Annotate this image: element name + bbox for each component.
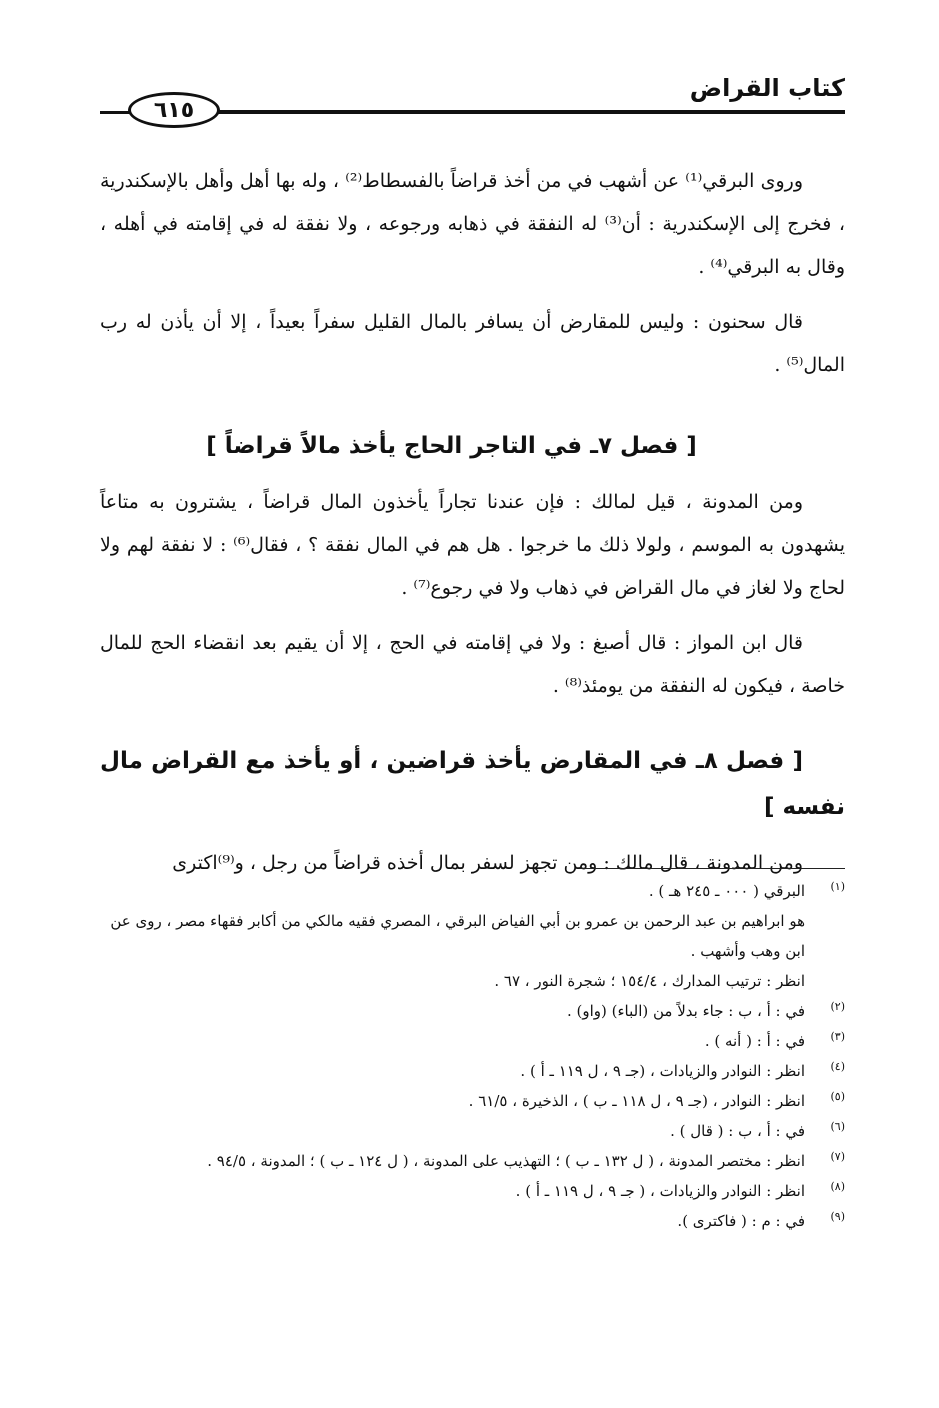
paragraph-4: قال ابن المواز : قال أصبغ : ولا في إقامته في الحج ، إلا أن يقيم بعد انقضاء الحج للمال خاصة ، فيكون له النفقة من يومئذ⁽⁸⁾ . <box>100 632 845 697</box>
footnote-1-refs <box>100 966 845 996</box>
footnote-text: انظر : ترتيب المدارك ، ١٥٤/٤ ؛ شجرة النور ، ٦٧ . <box>494 972 805 990</box>
footnote-marker: (٧) <box>830 1150 845 1163</box>
header-rule-tail <box>100 111 130 114</box>
footnote-marker: (٥) <box>830 1090 845 1103</box>
footnote-text: انظر : النوادر والزيادات ، (جـ ٩ ، ل ١١٩ ـ أ ) . <box>520 1062 805 1080</box>
footnote-text: في : أ : ( أنه ) . <box>704 1032 805 1050</box>
footnote-7 <box>100 1146 845 1176</box>
footnote-marker: (٨) <box>830 1180 845 1193</box>
section-heading-8: [ فصل ٨ـ في المقارض يأخذ قراضين ، أو يأخذ مع القراض مال نفسه ] <box>100 748 845 820</box>
footnote-text: انظر : النوادر ، (جـ ٩ ، ل ١١٨ ـ ب ) ، الذخيرة ، ٦١/٥ . <box>468 1092 805 1110</box>
footnotes-separator <box>580 868 845 869</box>
footnote-text: انظر : مختصر المدونة ، ( ل ١٣٢ ـ ب ) ؛ التهذيب على المدونة ، ( ل ١٢٤ ـ ب ) ؛ المدونة ، ٩٤/٥ . <box>207 1152 805 1170</box>
footnote-5 <box>100 1086 845 1116</box>
footnote-marker: (٢) <box>830 1000 845 1013</box>
header-rule <box>195 110 845 114</box>
footnotes <box>100 876 845 1236</box>
paragraph-2: قال سحنون : وليس للمقارض أن يسافر بالمال القليل سفراً بعيداً ، إلا أن يأذن له رب المال⁽⁵⁾ . <box>100 311 845 376</box>
footnote-text: في : أ ، ب : جاء بدلاً من (الباء) (واو) . <box>566 1002 805 1020</box>
footnote-marker <box>805 966 845 996</box>
footnote-marker: (٣) <box>830 1030 845 1043</box>
page-number: ٦١٥ <box>128 92 220 128</box>
footnote-text: البرقي ( ٠٠٠ ـ ٢٤٥ هـ ) . <box>648 882 805 900</box>
footnote-6 <box>100 1116 845 1146</box>
book-title: كتاب القراض <box>689 74 845 102</box>
footnote-marker <box>805 906 845 966</box>
footnote-2 <box>100 996 845 1026</box>
paragraph-1: وروى البرقي⁽¹⁾ عن أشهب في من أخذ قراضاً بالفسطاط⁽²⁾ ، وله بها أهل وأهل بالإسكندرية ، فخرج إلى الإسكندرية : أن⁽³⁾ له النفقة في ذهابه ورجوعه ، ولا نفقة له في إقامته في أهله ، وقال به البرقي⁽⁴⁾ . <box>100 170 845 278</box>
footnote-text: في : أ ، ب : ( قال ) . <box>670 1122 805 1140</box>
running-header <box>100 68 845 128</box>
footnote-marker: (١) <box>830 880 845 893</box>
footnote-4 <box>100 1056 845 1086</box>
footnote-text: هو ابراهيم بن عبد الرحمن بن عمرو بن أبي الفياض البرقي ، المصري فقيه مالكي من أكابر فقهاء مصر ، روى عن ابن وهب وأشهب . <box>110 912 805 960</box>
footnote-8 <box>100 1176 845 1206</box>
section-heading-7: [ فصل ٧ـ في التاجر الحاج يأخذ مالاً قراضاً ] <box>206 433 697 459</box>
paragraph-5: ومن المدونة ، قال مالك : ومن تجهز لسفر بمال أخذه قراضاً من رجل ، و⁽⁹⁾اكترى <box>172 852 803 874</box>
footnote-text: في : م : ( فاكترى ). <box>677 1212 805 1230</box>
footnote-text: انظر : النوادر والزيادات ، ( جـ ٩ ، ل ١١٩ ـ أ ) . <box>515 1182 805 1200</box>
footnote-marker: (٦) <box>830 1120 845 1133</box>
paragraph-3: ومن المدونة ، قيل لمالك : فإن عندنا تجاراً يأخذون المال قراضاً ، يشترون به متاعاً يشهدون به الموسم ، ولولا ذلك ما خرجوا . هل هم في المال نفقة ؟ ، فقال⁽⁶⁾ : لا نفقة لهم ولا لحاج ولا لغاز في مال القراض في ذهاب ولا في رجوع⁽⁷⁾ . <box>100 491 845 599</box>
footnote-marker: (٩) <box>830 1210 845 1223</box>
footnote-9 <box>100 1206 845 1236</box>
main-text <box>100 160 845 897</box>
footnote-marker: (٤) <box>830 1060 845 1073</box>
footnote-1-bio <box>100 906 845 966</box>
footnote-1 <box>100 876 845 906</box>
footnote-3 <box>100 1026 845 1056</box>
